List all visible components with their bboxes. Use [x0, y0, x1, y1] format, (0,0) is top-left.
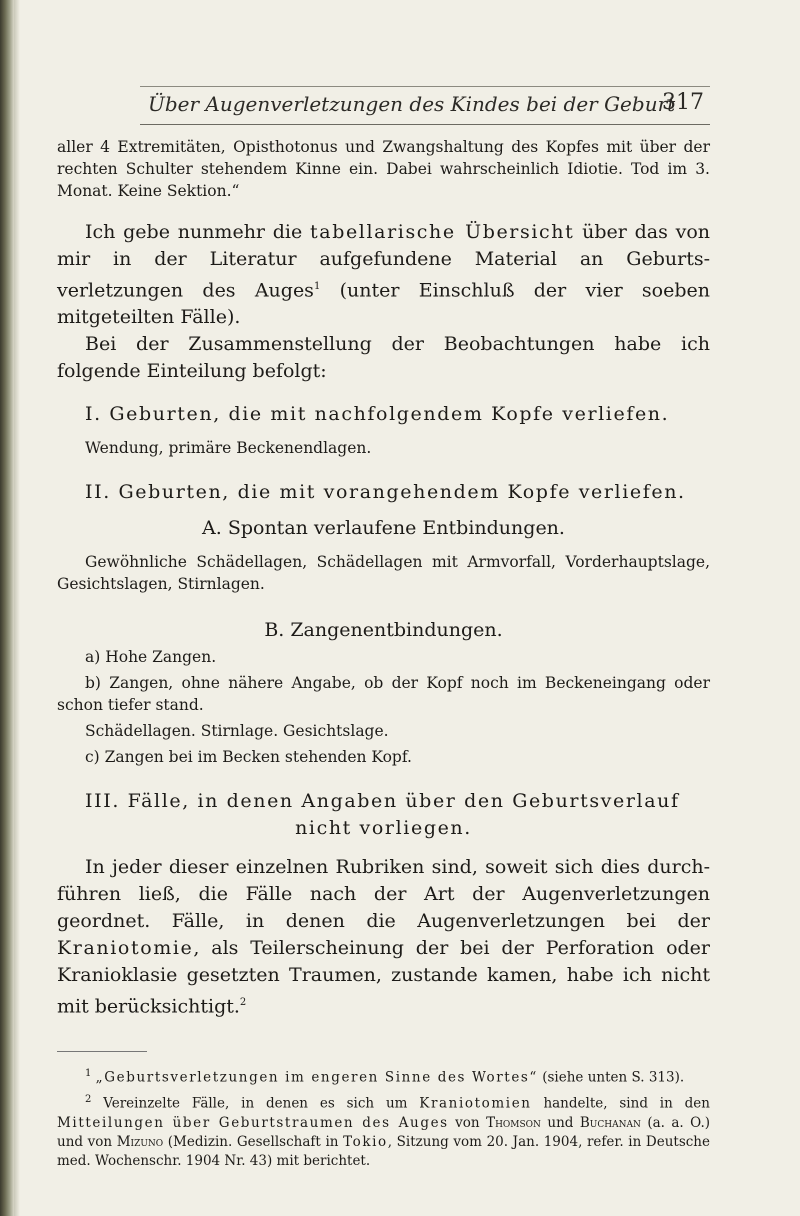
- page-number: 317: [662, 90, 704, 115]
- footnote-2: $^2$ Vereinzelte Fälle, in denen es sich um Kraniotomien handelte, sind in den Mitteilungen über Geburtstraumen des Auges von Thomson und Buchanan (a. a. O.) und von Mizuno (Medizin. Gesellschaft in Tokio, Sitzung vom 20. Jan. 1904, refer. in Deutsche med. Wochenschr. 1904 Nr. 43) mit berichtet.: [57, 1094, 711, 1169]
- intro-paragraph: aller 4 Extremitäten, Opisthotonus und Zwangshaltung des Kopfes mit über der rechten Schulter stehendem Kinne ein. Dabei wahrscheinlich Idiotie. Tod im 3. Monat. Keine Sektion.“: [57, 138, 710, 200]
- book-spine-shadow: [0, 0, 14, 1216]
- page-gutter: [14, 0, 20, 1216]
- footnote-ref-1: 1: [313, 281, 321, 292]
- footnote-ref-2: 2: [239, 997, 247, 1009]
- page-body: [57, 136, 710, 1171]
- item-b-detail: Schädellagen. Stirnlage. Gesichtslage.: [85, 722, 389, 741]
- header-rule: [140, 124, 710, 125]
- running-title: Über Augenverletzungen des Kindes bei der Geburt: [148, 92, 676, 116]
- paragraph-craniotomy: In jeder dieser einzelnen Rubriken sind, soweit sich dies durchführen ließ, die Fälle nach der Art der Augenverletzungen geordnet. Fälle, in denen die Augenverletzungen bei der Kraniotomie, als Teilerscheinung der bei der Perforation oder Kranioklasie gesetzten Traumen, zustande kamen, habe ich nicht mit berücksichtigt.$^2$: [57, 856, 710, 1018]
- section-heading-3: III. Fälle, in denen Angaben über den Geburtsverlauf: [85, 790, 680, 813]
- running-header: [148, 92, 708, 122]
- paragraph-classification: Bei der Zusammenstellung der Beobachtungen habe ich folgende Einteilung befolgt:: [57, 333, 710, 383]
- top-rule: [140, 86, 710, 87]
- subheading-2b: B. Zangenentbindungen.: [264, 619, 503, 642]
- paragraph-overview: Ich gebe nunmehr die tabellarische Übersicht über das von mir in der Literatur aufgefundene Material an Geburtsverletzungen des Auges$^1$ (unter Einschluß der vier soeben mitgeteilten Fälle).: [57, 221, 710, 329]
- section-1-text: Wendung, primäre Beckenendlagen.: [85, 439, 372, 458]
- emphasis-overview: tabellarische Übersicht: [310, 221, 575, 243]
- subsection-2a-text: Gewöhnliche Schädellagen, Schädellagen mit Armvorfall, Vorderhauptslage, Gesichtslagen, Stirnlagen.: [57, 553, 710, 594]
- footnote-rule: [57, 1051, 147, 1052]
- item-c: c) Zangen bei im Becken stehenden Kopf.: [85, 748, 412, 767]
- section-heading-1: I. Geburten, die mit nachfolgendem Kopfe verliefen.: [85, 403, 670, 426]
- item-b: b) Zangen, ohne nähere Angabe, ob der Kopf noch im Beckeneingang oder schon tiefer stand.: [57, 674, 710, 715]
- item-a: a) Hohe Zangen.: [85, 648, 217, 667]
- section-heading-2: II. Geburten, die mit vorangehendem Kopfe verliefen.: [85, 481, 686, 504]
- section-heading-3-cont: nicht vorliegen.: [295, 817, 472, 840]
- emphasis-craniotomy: Kraniotomie: [57, 937, 194, 960]
- subheading-2a: A. Spontan verlaufene Entbindungen.: [202, 517, 565, 540]
- footnote-1: $^1$ „Geburtsverletzungen im engeren Sinne des Wortes“ (siehe unten S. 313).: [85, 1067, 685, 1086]
